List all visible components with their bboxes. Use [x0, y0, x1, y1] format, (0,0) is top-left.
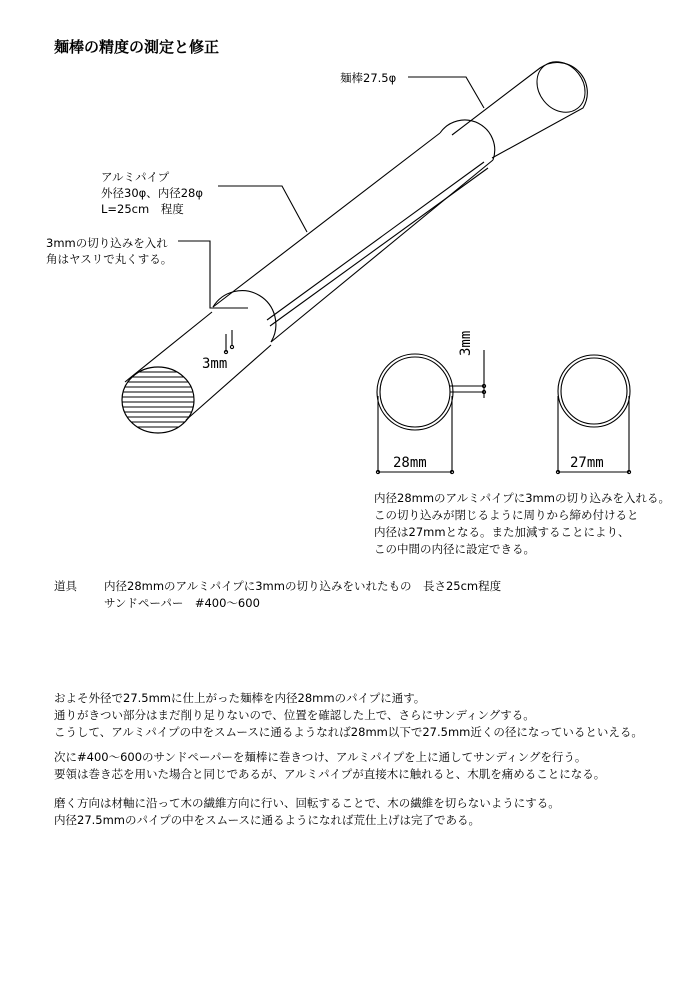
dimension-28mm: 28mm	[393, 455, 427, 471]
paragraph-line: 要領は巻き芯を用いた場合と同じであるが、アルミパイプが直接木に触れると、木肌を痛めることになる。	[54, 767, 606, 781]
aluminum-pipe	[213, 120, 495, 342]
pipe-label-line: アルミパイプ	[101, 170, 170, 184]
paragraph-line: 次に#400〜600のサンドペーパーを麺棒に巻きつけ、アルミパイプを上に通してサンディングを行う。	[54, 750, 587, 764]
diagram-caption	[374, 490, 670, 558]
cut-label-line: 3mmの切り込みを入れ	[46, 236, 168, 250]
page-title: 麺棒の精度の測定と修正	[54, 38, 220, 56]
paragraph-line: 通りがきつい部分はまだ削り足りないので、位置を確認した上で、さらにサンディングする。	[54, 708, 535, 722]
paragraph-line: およそ外径で27.5mmに仕上がった麺棒を内径28mmのパイプに通す。	[54, 691, 426, 705]
pipe-label	[101, 169, 203, 217]
tools-item: 内径28mmのアルミパイプに3mmの切り込みをいれたもの 長さ25cm程度	[104, 579, 502, 593]
pipe-leader	[218, 186, 307, 232]
caption-line: この中間の内径に設定できる。	[374, 542, 535, 556]
rod-upper	[452, 52, 595, 158]
tools-heading: 道具	[54, 579, 77, 593]
ring-gap-dimension: 3mm	[458, 330, 474, 356]
rod-label: 麺棒27.5φ	[340, 71, 397, 85]
rod-gap-dimension: 3mm	[202, 356, 228, 372]
cut-label-line: 角はヤスリで丸くする。	[46, 252, 173, 266]
paragraph-line: 内径27.5mmのパイプの中をスムースに通るようになれば荒仕上げは完了である。	[54, 813, 481, 827]
tools-item: サンドペーパー #400〜600	[104, 596, 260, 610]
paragraph-1	[54, 690, 643, 741]
pipe-label-line: L=25cm 程度	[101, 202, 184, 216]
dimension-27mm: 27mm	[570, 455, 604, 471]
caption-line: この切り込みが閉じるように周りから締め付けると	[374, 508, 639, 522]
paragraph-2	[54, 749, 605, 783]
caption-line: 内径は27mmとなる。また加減することにより、	[374, 525, 630, 539]
cut-leader	[178, 241, 248, 308]
rod-leader	[408, 77, 484, 108]
cut-label	[46, 235, 172, 267]
caption-line: 内径28mmのアルミパイプに3mmの切り込みを入れる。	[374, 491, 670, 505]
pipe-label-line: 外径30φ、内径28φ	[101, 186, 203, 200]
paragraph-line: 磨く方向は材軸に沿って木の繊維方向に行い、回転することで、木の繊維を切らないようにする。	[54, 796, 560, 810]
tools-list	[104, 578, 501, 612]
paragraph-line: こうして、アルミパイプの中をスムースに通るようなれば28mm以下で27.5mm近くの径になっているといえる。	[54, 725, 643, 739]
end-grain-hatching	[110, 372, 206, 427]
paragraph-3	[54, 795, 560, 829]
